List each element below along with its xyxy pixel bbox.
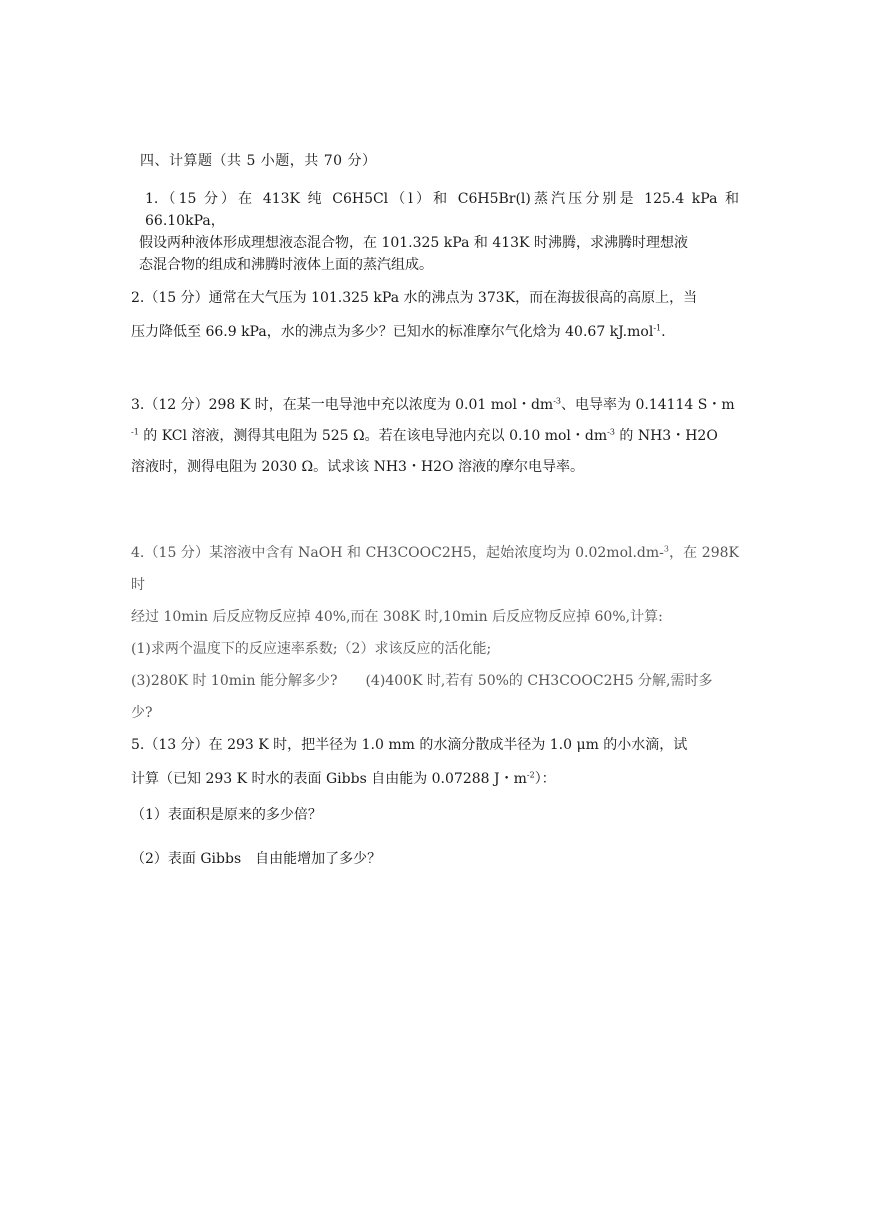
question-5-line-1: 5.（13 分）在 293 K 时，把半径为 1.0 mm 的水滴分散成半径为 1.0 μm 的小水滴，试 [131,737,688,753]
question-4-line-2: 经过 10min 后反应物反应掉 40%,而在 308K 时,10min 后反应物反应掉 60%,计算: [131,609,663,625]
question-1-line-1: 1.（15 分）在 413K 纯 C6H5Cl（l）和 C6H5Br(l)蒸汽压分别是 125.4 kPa 和 66.10kPa， [145,191,739,229]
question-5 [131,728,739,876]
section-heading: 四、计算题（共 5 小题，共 70 分） [140,153,377,169]
question-3-line-2: $^{-1}$ 的 KCl 溶液，测得其电阻为 525 Ω。若在该电导池内充以 0.10 mol・$dm^{-3}$ 的 NH3・H2O [131,427,718,444]
question-5-line-2: 计算（已知 293 K 时水的表面 Gibbs 自由能为 0.07288 J・$m^{-2}$）： [131,770,556,787]
question-4 [131,537,739,729]
question-4-line-4: (3)280K 时 10min 能分解多少? (4)400K 时,若有 50%的 CH3COOC2H5 分解,需时多 [131,673,713,689]
question-5-sub-2: （2）表面 Gibbs 自由能增加了多少？ [131,851,382,867]
question-5-sub-1: （1）表面积是原来的多少倍？ [131,807,322,823]
question-2-line-1: 2.（15 分）通常在大气压为 101.325 kPa 水的沸点为 373K，而在海拔很高的高原上，当 [131,290,698,306]
question-1 [139,188,739,276]
question-3-line-1: 3.（12 分）298 K 时，在某一电导池中充以浓度为 0.01 mol・$dm^{-3}$、电导率为 0.14114 S・m [131,396,735,413]
question-4-line-5: 少? [131,705,153,721]
question-4-line-3: (1)求两个温度下的反应速率系数;（2）求该反应的活化能; [131,641,492,657]
question-3 [131,390,739,483]
question-1-line-3: 态混合物的组成和沸腾时液体上面的蒸汽组成。 [139,257,433,273]
question-2-line-2: 压力降低至 66.9 kPa，水的沸点为多少？已知水的标准摩尔气化焓为 40.67 kJ.mol$^{-1}$. [131,323,666,340]
question-1-line-2: 假设两种液体形成理想液态混合物，在 101.325 kPa 和 413K 时沸腾，求沸腾时理想液 [139,235,688,251]
question-3-line-3: 溶液时，测得电阻为 2030 Ω。试求该 NH3・H2O 溶液的摩尔电导率。 [131,459,584,475]
question-4-line-1: 4.（15 分）某溶液中含有 NaOH 和 CH3COOC2H5，起始浓度均为 0.02mol.dm-$^3$，在 298K 时 [131,544,739,593]
question-2 [131,281,739,349]
